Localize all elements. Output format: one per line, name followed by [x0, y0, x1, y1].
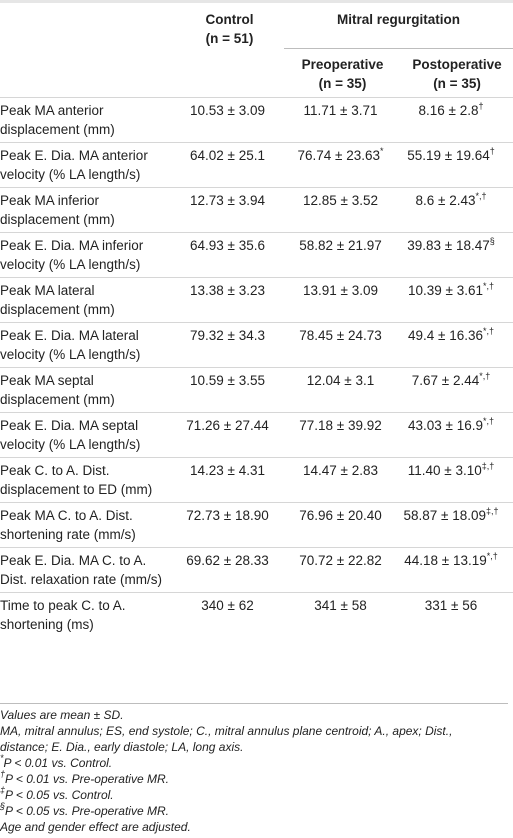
footnote-text: P < 0.05 vs. Pre-operative MR. [5, 804, 169, 818]
row-label [0, 592, 175, 637]
row-label [0, 412, 175, 457]
header-row-1 [0, 3, 513, 48]
table-row [0, 502, 513, 547]
row-label-line-2: displacement (mm) [0, 121, 115, 137]
row-label-line-2: shortening rate (mm/s) [0, 526, 136, 542]
cell-control [175, 322, 284, 367]
cell-preoperative-value: 70.72 ± 22.82 [299, 552, 382, 568]
footnote-symbol: † [0, 769, 6, 779]
row-label [0, 232, 175, 277]
cell-postoperative-value: 7.67 ± 2.44 [411, 372, 480, 388]
table-row [0, 97, 513, 142]
cell-control [175, 277, 284, 322]
table-row [0, 547, 513, 592]
cell-postoperative-value: 331 ± 56 [424, 597, 478, 613]
cell-postoperative [401, 142, 513, 187]
row-label-line-2: displacement (mm) [0, 211, 115, 227]
cell-preoperative-value: 13.91 ± 3.09 [303, 282, 378, 298]
footnote-text: P < 0.05 vs. Control. [5, 788, 114, 802]
significance-marker: ‡,† [485, 505, 499, 516]
footnote-values: Values are mean ± SD. [0, 708, 124, 722]
row-label-line-1: Peak E. Dia. MA inferior [0, 237, 144, 253]
cell-preoperative [284, 457, 401, 502]
row-label [0, 187, 175, 232]
cell-control-value: 340 ± 62 [201, 597, 254, 613]
table-row [0, 457, 513, 502]
cell-preoperative-value: 12.85 ± 3.52 [303, 192, 378, 208]
row-label-line-1: Peak MA septal [0, 372, 94, 388]
row-label-line-2: displacement (mm) [0, 301, 115, 317]
significance-marker: † [478, 100, 484, 111]
row-label-line-2: velocity (% LA length/s) [0, 166, 141, 182]
cell-control-value: 10.53 ± 3.09 [190, 102, 265, 118]
cell-postoperative [401, 367, 513, 412]
cell-control [175, 187, 284, 232]
cell-control [175, 367, 284, 412]
cell-postoperative-value: 11.40 ± 3.10 [407, 462, 482, 478]
header-control [175, 3, 284, 48]
cell-postoperative [401, 592, 513, 637]
cell-postoperative [401, 232, 513, 277]
table-row [0, 322, 513, 367]
footnote-text: P < 0.01 vs. Control. [3, 756, 113, 770]
row-label-line-2: velocity (% LA length/s) [0, 436, 141, 452]
cell-preoperative [284, 592, 401, 637]
cell-control [175, 547, 284, 592]
row-label-line-1: Peak E. Dia. MA septal [0, 417, 139, 433]
footnote-symbol: * [0, 753, 4, 763]
footnote-symbol: ‡ [0, 785, 6, 795]
cell-postoperative-value: 58.87 ± 18.09 [403, 507, 486, 523]
cell-preoperative [284, 412, 401, 457]
header-postoperative [401, 48, 513, 97]
cell-preoperative-value: 11.71 ± 3.71 [303, 102, 378, 118]
row-label-line-2: displacement to ED (mm) [0, 481, 153, 497]
header-post-n: (n = 35) [433, 75, 481, 91]
footnote-note-1 [0, 755, 508, 771]
header-preoperative [284, 48, 401, 97]
table-row [0, 142, 513, 187]
cell-control [175, 142, 284, 187]
row-label [0, 322, 175, 367]
significance-marker: * [379, 145, 384, 156]
row-label [0, 502, 175, 547]
cell-postoperative-value: 55.19 ± 19.64 [407, 147, 490, 163]
cell-postoperative-value: 44.18 ± 13.19 [404, 552, 487, 568]
cell-postoperative [401, 502, 513, 547]
significance-marker: *,† [482, 280, 494, 291]
cell-control-value: 12.73 ± 3.94 [190, 192, 265, 208]
cell-postoperative-value: 10.39 ± 3.61 [408, 282, 483, 298]
cell-preoperative-value: 76.96 ± 20.40 [299, 507, 382, 523]
header-empty [0, 3, 175, 48]
table-row [0, 412, 513, 457]
cell-control-value: 13.38 ± 3.23 [190, 282, 265, 298]
cell-preoperative [284, 367, 401, 412]
table-row [0, 232, 513, 277]
significance-marker: *,† [486, 550, 498, 561]
cell-preoperative-value: 12.04 ± 3.1 [306, 372, 375, 388]
row-label [0, 142, 175, 187]
cell-control-value: 10.59 ± 3.55 [190, 372, 265, 388]
cell-postoperative-value: 39.83 ± 18.47 [407, 237, 490, 253]
header-mitral-regurgitation: Mitral regurgitation [284, 3, 513, 48]
cell-preoperative-value: 76.74 ± 23.63 [297, 147, 380, 163]
cell-control-value: 69.62 ± 28.33 [186, 552, 269, 568]
row-label-line-2: Dist. relaxation rate (mm/s) [0, 571, 163, 587]
table-row [0, 277, 513, 322]
row-label-line-1: Peak MA inferior [0, 192, 100, 208]
cell-postoperative [401, 97, 513, 142]
row-label [0, 277, 175, 322]
row-label-line-1: Peak C. to A. Dist. [0, 462, 110, 478]
cell-control [175, 232, 284, 277]
row-label-line-2: velocity (% LA length/s) [0, 346, 141, 362]
header-pre-n: (n = 35) [318, 75, 367, 91]
header-row-2 [0, 48, 513, 97]
cell-postoperative-value: 8.6 ± 2.43 [415, 192, 476, 208]
table-row [0, 367, 513, 412]
cell-postoperative [401, 277, 513, 322]
row-label-line-2: shortening (ms) [0, 616, 94, 632]
row-label [0, 97, 175, 142]
row-label-line-1: Peak E. Dia. MA lateral [0, 327, 139, 343]
cell-control-value: 72.73 ± 18.90 [186, 507, 269, 523]
row-label [0, 367, 175, 412]
significance-marker: *,† [482, 415, 494, 426]
cell-postoperative-value: 49.4 ± 16.36 [408, 327, 483, 343]
cell-postoperative [401, 457, 513, 502]
cell-preoperative [284, 187, 401, 232]
cell-control-value: 79.32 ± 34.3 [190, 327, 265, 343]
cell-preoperative [284, 97, 401, 142]
cell-control-value: 71.26 ± 27.44 [186, 417, 269, 433]
significance-marker: *,† [482, 325, 494, 336]
cell-preoperative-value: 77.18 ± 39.92 [299, 417, 382, 433]
row-label-line-1: Peak E. Dia. MA C. to A. [0, 552, 147, 568]
cell-control [175, 97, 284, 142]
cell-preoperative [284, 502, 401, 547]
cell-postoperative [401, 412, 513, 457]
significance-marker: § [489, 235, 495, 246]
cell-postoperative-value: 43.03 ± 16.9 [408, 417, 483, 433]
header-control-n: (n = 51) [205, 31, 254, 46]
cell-control [175, 592, 284, 637]
row-label-line-1: Peak MA anterior [0, 102, 104, 118]
cell-preoperative-value: 341 ± 58 [314, 597, 367, 613]
significance-marker: *,† [475, 190, 487, 201]
significance-marker: *,† [479, 370, 491, 381]
footnote-note-4 [0, 803, 508, 819]
cell-preoperative [284, 547, 401, 592]
cell-postoperative-value: 8.16 ± 2.8 [418, 102, 479, 118]
cell-control [175, 502, 284, 547]
cell-postoperative [401, 187, 513, 232]
header-empty-3 [175, 48, 284, 97]
significance-marker: ‡,† [481, 460, 495, 471]
footnote-text: P < 0.01 vs. Pre-operative MR. [5, 772, 169, 786]
table-body [0, 97, 513, 637]
cell-control [175, 412, 284, 457]
row-label-line-1: Peak E. Dia. MA anterior [0, 147, 148, 163]
data-table [0, 3, 513, 637]
cell-control-value: 64.02 ± 25.1 [190, 147, 265, 163]
table-footnotes [0, 703, 508, 835]
header-pre-label: Preoperative [301, 56, 384, 72]
row-label [0, 457, 175, 502]
cell-preoperative [284, 142, 401, 187]
row-label-line-1: Peak MA lateral [0, 282, 95, 298]
cell-postoperative [401, 547, 513, 592]
table-row [0, 592, 513, 637]
footnote-adjusted: Age and gender effect are adjusted. [0, 820, 191, 834]
header-control-label: Control [205, 12, 254, 27]
row-label-line-2: velocity (% LA length/s) [0, 256, 141, 272]
cell-control [175, 457, 284, 502]
table-row [0, 187, 513, 232]
cell-control-value: 14.23 ± 4.31 [190, 462, 265, 478]
row-label-line-1: Time to peak C. to A. [0, 597, 126, 613]
cell-preoperative [284, 322, 401, 367]
footnote-note-2 [0, 771, 508, 787]
cell-preoperative [284, 277, 401, 322]
footnote-note-3 [0, 787, 508, 803]
cell-postoperative [401, 322, 513, 367]
footnote-symbol: § [0, 801, 6, 811]
footnote-abbrev-1: MA, mitral annulus; ES, end systole; C., mitral annulus plane centroid; A., apex; Dist., [0, 724, 453, 738]
header-empty-2 [0, 48, 175, 97]
cell-control-value: 64.93 ± 35.6 [190, 237, 265, 253]
cell-preoperative-value: 14.47 ± 2.83 [303, 462, 378, 478]
significance-marker: † [489, 145, 495, 156]
row-label-line-2: displacement (mm) [0, 391, 115, 407]
header-post-label: Postoperative [412, 56, 502, 72]
cell-preoperative-value: 58.82 ± 21.97 [299, 237, 382, 253]
row-label-line-1: Peak MA C. to A. Dist. [0, 507, 133, 523]
cell-preoperative [284, 232, 401, 277]
cell-preoperative-value: 78.45 ± 24.73 [299, 327, 382, 343]
row-label [0, 547, 175, 592]
footnote-abbrev-2: distance; E. Dia., early diastole; LA, long axis. [0, 740, 244, 754]
